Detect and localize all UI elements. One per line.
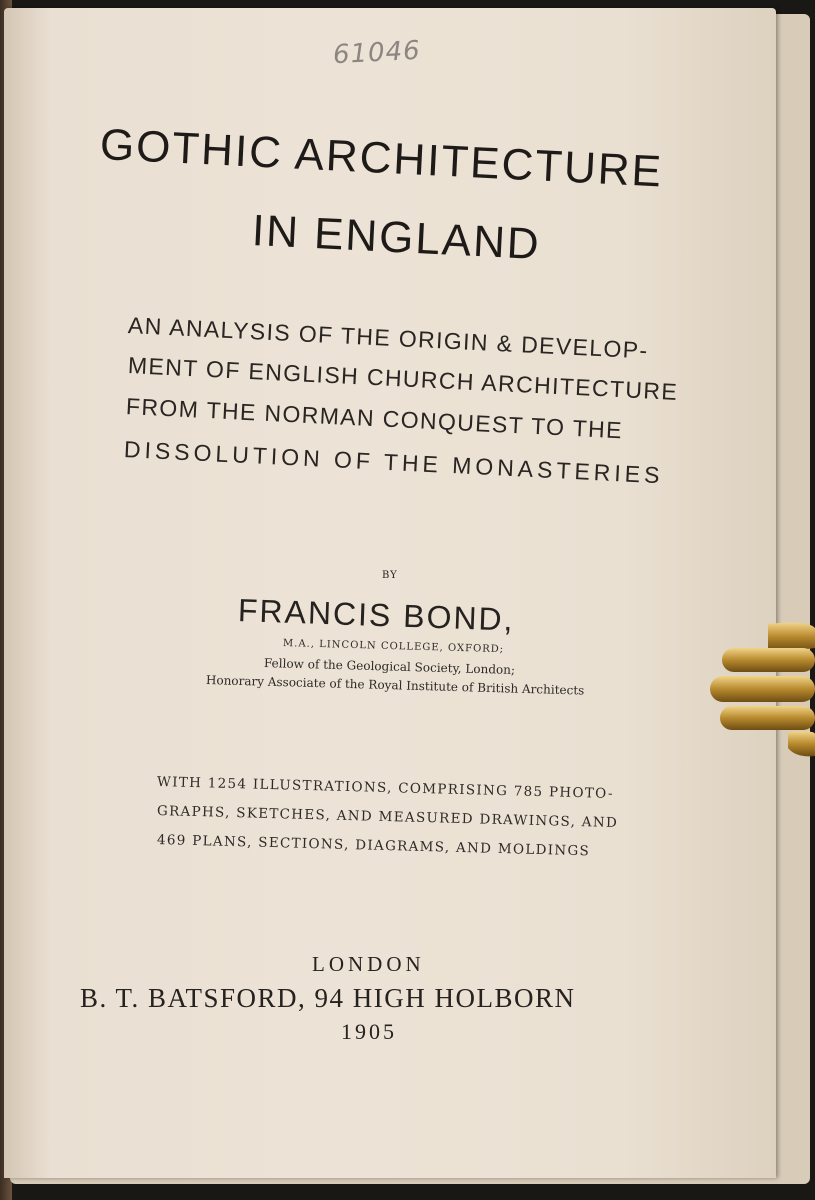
subtitle-line-3: FROM THE NORMAN CONQUEST TO THE — [125, 393, 624, 444]
illustrations-line-1: WITH 1254 ILLUSTRATIONS, COMPRISING 785 PHOTO- — [156, 774, 615, 802]
subtitle-line-1: AN ANALYSIS OF THE ORIGIN & DEVELOP- — [127, 312, 650, 364]
pencil-inventory-note: 61046 — [332, 35, 422, 71]
illustrations-line-3: 469 PLANS, SECTIONS, DIAGRAMS, AND MOLDINGS — [156, 832, 591, 860]
subtitle-line-4: DISSOLUTION OF THE MONASTERIES — [123, 436, 665, 489]
by-label: BY — [382, 570, 398, 581]
subtitle-line-2: MENT OF ENGLISH CHURCH ARCHITECTURE — [127, 352, 679, 405]
title-line-1: GOTHIC ARCHITECTURE — [98, 120, 665, 197]
author-credential-2: Fellow of the Geological Society, London; — [263, 656, 516, 678]
imprint-year: 1905 — [341, 1019, 397, 1044]
author-name: FRANCIS BOND, — [237, 592, 516, 638]
author-credential-3: Honorary Associate of the Royal Institute of British Architects — [205, 673, 585, 698]
imprint-publisher: B. T. BATSFORD, 94 HIGH HOLBORN — [80, 983, 576, 1013]
title-line-2: IN ENGLAND — [250, 206, 542, 270]
brass-page-clip-icon — [708, 622, 815, 758]
imprint-city: LONDON — [312, 952, 425, 976]
author-credential-1: M.A., LINCOLN COLLEGE, OXFORD; — [282, 638, 505, 656]
illustrations-line-2: GRAPHS, SKETCHES, AND MEASURED DRAWINGS, AND — [156, 803, 619, 832]
